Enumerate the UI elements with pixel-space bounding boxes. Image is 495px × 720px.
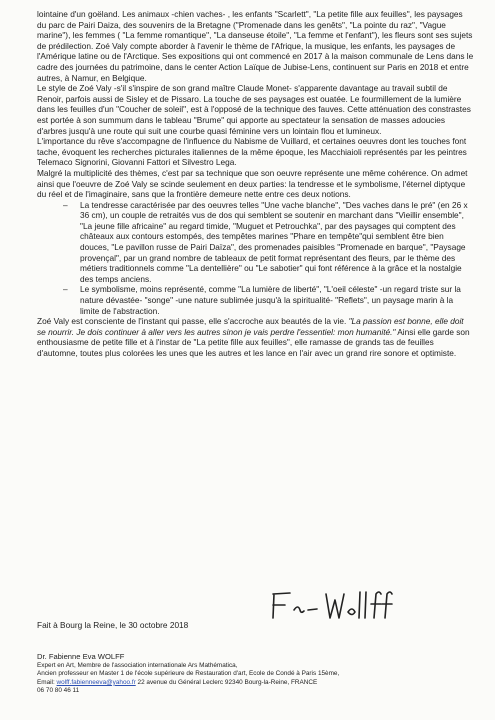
author-address: 22 avenue du Général Leclerc 92340 Bourg-la-Reine, FRANCE [135,678,318,686]
artist-quote: "La passion est bonne, elle doit se nourrir. Je dois continuer à aller vers les autres sinon je vais perdre l'essentiel: mon humanité." [37,316,464,337]
paragraph: Malgré la multiplicité des thèmes, c'est par sa technique que son oeuvre représente une même cohérence. On admet ainsi que l'oeuvre de Zoé Valy se scinde seulement en deux parties: la tendresse et le symbolisme, l'éternel diptyque du réel et de l'imaginaire, sans que la frontière demeure nette entre ces deux notions. [37,167,468,200]
handwritten-signature [268,588,398,622]
paragraph: L'importance du rêve s'accompagne de l'influence du Nabisme de Vuillard, et certaines oeuvres dont les touches font tache, évoquent les recherches picturales italiennes de la même époque, les Macchiaioli représentés par les peintres Telemaco Signorini, Giovanni Fattori et Silvestro Lega. [37,136,467,168]
final-text-end: Ainsi elle garde son enthousiasme de petite fille et à l'instar de "La petite fille aux feuilles", elle ramasse de grands tas de feuilles d'automne, toutes plus colorées les unes que les autres et les lance en l'air avec un grand rire sonore et optimiste. [37,326,470,358]
author-block [37,652,477,696]
paragraph: lointaine d'un goëland. Les animaux -chien vaches- , les enfants "Scarlett", "La petite fille aux feuilles", les paysages du parc de Pairi Daiza, des souvenirs de la Bretagne ("Promenade dans les genêts", "La pointe du raz", "Vague marine"), les femmes ( "La femme romantique", "La danseuse étoile", "La femme et l'enfant"), les fleurs sont ses sujets de prédilection. Zoé Valy compte aborder à l'avenir le thème de l'Afrique, la musique, les enfants, les paysages de l'Amérique latine ou de l'Arctique. Ses expositions qui ont commencé en 2017 à la maison communale de Lens dans le cadre des journées du patrimoine, dans le center Action Laïque de Jubise-Lens, continuent sur Paris en 2018 et entre autres, à Namur, en Belgique. [37,9,474,83]
list-item: – La tendresse caractérisée par des oeuvres telles "Une vache blanche", "Des vaches dans le pré" (en 26 x 36 cm), un couple de retraités vus de dos qui semblent se soutenir en marchant dans "Vieillir ensemble", "La jeune fille africaine" au regard timide, "Muguet et Petrouchka", par des paysages qui comptent des châteaux aux contours estompés, des tempêtes marines "Phare en tempête"qui semblent être bien douces, "Le pavillon russe de Pairi Daïza", des promenades paisibles "Promenade en barque", "Paysage provençal", par un grand nombre de tableaux de petit format représentant des fleurs, par le thème des métiers traditionnels comme "La dentellière" ou "Le sabotier" qui font référence à la grâce et la nostalgie des temps anciens. [37,200,474,285]
body-text [37,9,474,359]
author-phone: 06 70 80 46 11 [37,687,80,695]
themes-list [37,200,474,317]
list-item: – Le symbolisme, moins représenté, comme "La lumière de liberté", "L'oeil céleste" -un regard triste sur la nature dévastée- "songe" -une nature sublimée jusqu'à la spiritualité- "Reflets", un paysage marin à la limite de l'abstraction. [37,284,474,316]
email-label: Email: [37,678,57,686]
final-text-start: Zoé Valy est consciente de l'instant qui passe, elle s'accroche aux beautés de la vie. [37,316,349,327]
author-contact [37,679,477,687]
author-name: Dr. Fabienne Eva WOLFF [37,652,125,661]
final-paragraph [37,316,474,358]
author-line: Ancien professeur en Master 1 de l'école supérieure de Restauration d'art, Ecole de Condé à Paris 15ème, [37,670,340,678]
author-line: Expert en Art, Membre de l'association internationale Ars Mathématica, [37,662,238,669]
paragraph: Le style de Zoé Valy -s'il s'inspire de son grand maître Claude Monet- s'apparente davantage au travail subtil de Renoir, parfois aussi de Sisley et de Pissaro. La touche de ses paysages est ouatée. Le fourmillement de la lumière dans les feuilles d'un "Coucher de soleil", est à l'opposé de la technique des fauves. Cette atténuation des constrastes est portée à son summum dans le tableau "Brume" qui apporte au spectateur la sensation de masses adoucies d'arbres jusqu'à une route qui suit une courbe quasi féminine vers un lointain flou et lumineux. [37,83,471,136]
email-link[interactable]: wolff.fabienneeva@yahoo.fr [56,678,136,686]
closing-line: Fait à Bourg la Reine, le 30 octobre 2018 [37,620,189,630]
